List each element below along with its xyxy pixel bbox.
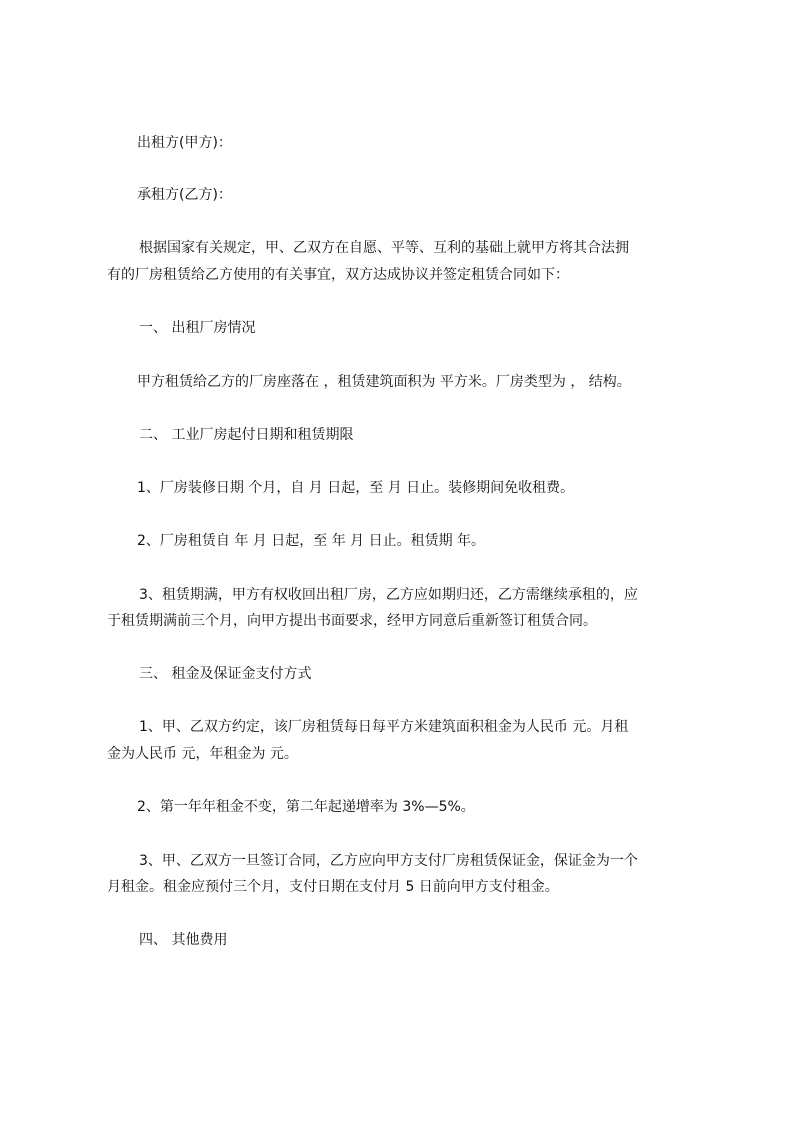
- section-3-heading: 三、 租金及保证金支付方式: [139, 666, 312, 682]
- lessor-line: 出租方(甲方)：: [137, 135, 232, 151]
- section-3-item-1-line-1: 1、甲、乙双方约定，该厂房租赁每日每平方米建筑面积租金为人民币 元。月租: [139, 719, 629, 735]
- section-2-heading: 二、 工业厂房起付日期和租赁期限: [139, 427, 354, 443]
- section-2-item-3-line-2: 于租赁期满前三个月，向甲方提出书面要求，经甲方同意后重新签订租赁合同。: [107, 613, 597, 629]
- section-2-item-3-line-1: 3、租赁期满，甲方有权收回出租厂房，乙方应如期归还，乙方需继续承租的，应: [139, 587, 638, 603]
- lessee-line: 承租方(乙方)：: [137, 187, 232, 203]
- section-2-item-2: 2、厂房租赁自 年 月 日起，至 年 月 日止。租赁期 年。: [137, 533, 486, 549]
- section-3-item-3-line-2: 月租金。租金应预付三个月，支付日期在支付月 5 日前向甲方支付租金。: [107, 879, 559, 895]
- section-3-item-1-line-2: 金为人民币 元，年租金为 元。: [107, 746, 298, 762]
- section-3-item-2: 2、第一年年租金不变，第二年起递增率为 3%—5%。: [137, 799, 475, 815]
- intro-line-1: 根据国家有关规定，甲、乙双方在自愿、平等、互利的基础上就甲方将其合法拥: [139, 240, 629, 256]
- section-4-heading: 四、 其他费用: [139, 932, 228, 948]
- section-1-heading: 一、 出租厂房情况: [139, 320, 256, 336]
- intro-line-2: 有的厂房租赁给乙方使用的有关事宜，双方达成协议并签定租赁合同如下：: [107, 267, 569, 283]
- section-2-item-1: 1、厂房装修日期 个月，自 月 日起，至 月 日止。装修期间免收租费。: [137, 480, 575, 496]
- section-1-text: 甲方租赁给乙方的厂房座落在 ，租赁建筑面积为 平方米。厂房类型为 ， 结构。: [137, 374, 631, 390]
- section-3-item-3-line-1: 3、甲、乙双方一旦签订合同，乙方应向甲方支付厂房租赁保证金，保证金为一个: [139, 853, 638, 869]
